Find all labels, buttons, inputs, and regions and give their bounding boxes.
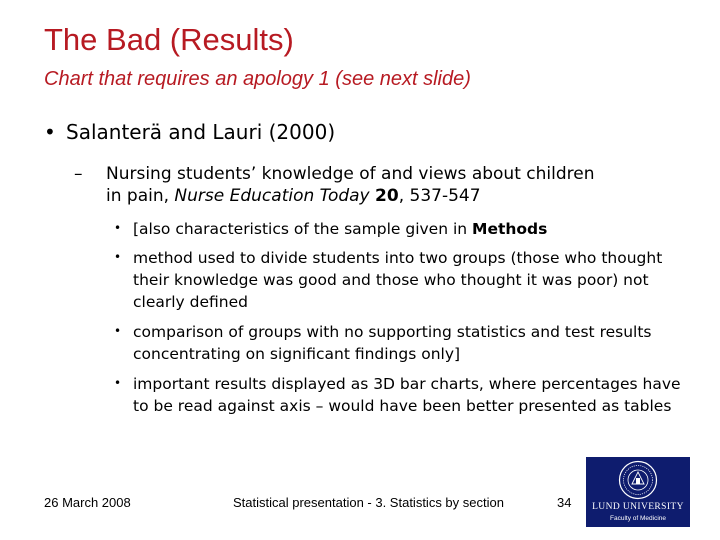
footer-date: 26 March 2008 xyxy=(44,495,131,510)
page-number: 34 xyxy=(557,495,572,510)
bullet-marker: • xyxy=(44,120,56,144)
sub-bullet-text: method used to divide students into two groups (those who thought their knowledge was good and those who thought it was poor) not clearly defined xyxy=(133,249,663,311)
logo-university-name: LUND UNIVERSITY xyxy=(592,502,684,512)
reference-authors: Salanterä and Lauri (2000) xyxy=(66,120,336,144)
slide-title: The Bad (Results) xyxy=(44,22,294,57)
citation-line-1: Nursing students’ knowledge of and views about children xyxy=(106,164,595,184)
university-logo xyxy=(586,457,690,527)
citation-line-2 xyxy=(106,185,696,207)
bullet-marker: • xyxy=(114,324,122,338)
journal-name: Nurse Education Today xyxy=(174,186,370,206)
sub-bullet-text: comparison of groups with no supporting statistics and test results concentrating on significant findings only] xyxy=(133,323,652,363)
sub-bullet-text: important results displayed as 3D bar charts, where percentages have to be read against axis – would have been better presented as tables xyxy=(133,375,681,415)
citation-prefix: in pain, xyxy=(106,186,175,206)
sub-bullet-prefix: [also characteristics of the sample given in xyxy=(133,220,473,238)
dash-marker: – xyxy=(74,164,83,184)
university-seal-icon xyxy=(618,460,658,500)
reference-citation xyxy=(106,163,696,207)
journal-volume: 20 xyxy=(375,186,399,206)
bullet-marker: • xyxy=(114,250,122,264)
sub-bullet-text xyxy=(133,218,693,240)
journal-pages: , 537-547 xyxy=(398,186,481,206)
slide-subtitle: Chart that requires an apology 1 (see next slide) xyxy=(44,68,471,90)
logo-faculty: Faculty of Medicine xyxy=(610,515,666,522)
bullet-marker: • xyxy=(114,221,122,235)
footer-title: Statistical presentation - 3. Statistics by section xyxy=(233,495,504,510)
methods-emphasis: Methods xyxy=(472,220,548,238)
bullet-marker: • xyxy=(114,376,122,390)
